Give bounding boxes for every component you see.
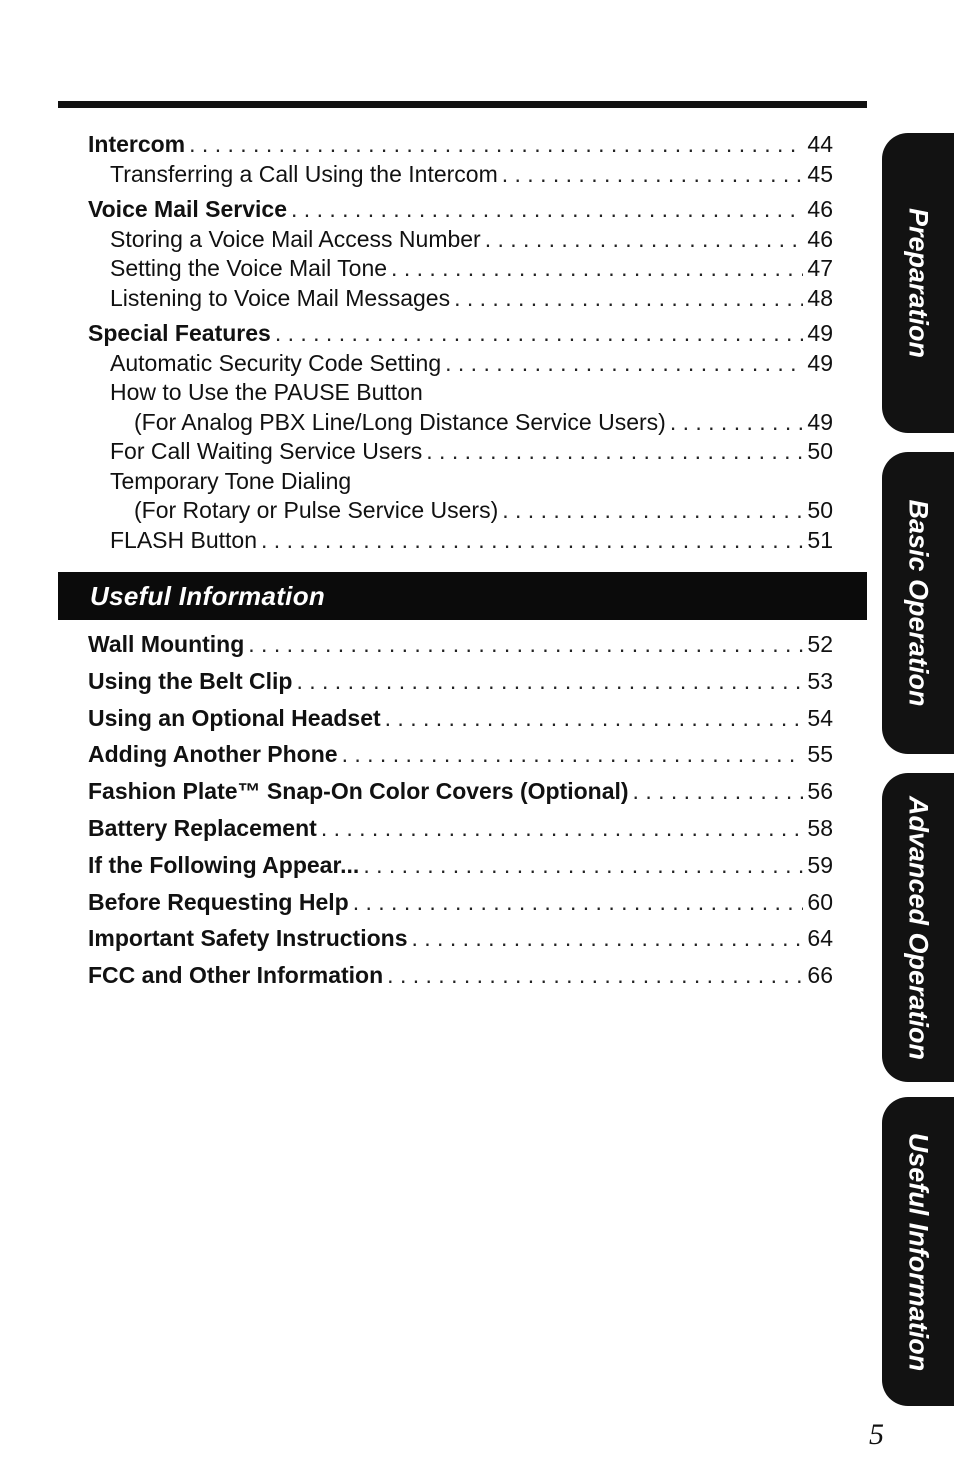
dot-leader	[353, 884, 803, 921]
toc-page: 52	[807, 631, 833, 657]
dot-leader	[426, 437, 803, 467]
toc-entry[interactable]	[88, 195, 833, 225]
dot-leader	[485, 225, 803, 255]
toc-entry[interactable]	[88, 773, 833, 810]
toc-page: 46	[807, 225, 833, 252]
toc-label: Important Safety Instructions	[88, 925, 408, 952]
toc-entry[interactable]	[88, 225, 833, 255]
toc-label: Wall Mounting	[88, 631, 245, 657]
toc-page: 64	[807, 925, 833, 952]
toc-entry[interactable]	[88, 663, 833, 700]
dot-leader	[296, 663, 803, 700]
dot-leader	[633, 773, 803, 810]
toc-label: For Call Waiting Service Users	[110, 438, 423, 464]
dot-leader	[391, 254, 803, 284]
toc-label: Storing a Voice Mail Access Number	[110, 225, 481, 252]
toc-page: 56	[807, 778, 833, 805]
toc-entry[interactable]	[88, 130, 833, 160]
toc-entry[interactable]	[88, 736, 833, 773]
toc-entry[interactable]	[88, 626, 833, 663]
toc-entry[interactable]	[88, 319, 833, 349]
page-number: 5	[869, 1418, 884, 1451]
toc-page: 44	[807, 131, 833, 157]
toc-entry[interactable]	[88, 160, 833, 190]
toc-entry[interactable]	[88, 254, 833, 284]
toc-page: 48	[807, 284, 833, 311]
dot-leader	[385, 700, 803, 737]
toc-label: Battery Replacement	[88, 814, 317, 841]
toc-label: FCC and Other Information	[88, 962, 384, 989]
toc-page: 49	[807, 408, 833, 435]
toc-page: 60	[807, 888, 833, 915]
toc-page: 46	[807, 196, 833, 222]
toc-page: 45	[807, 160, 833, 187]
toc-page: 47	[807, 255, 833, 281]
toc-entry[interactable]	[88, 496, 833, 526]
tab-preparation[interactable]	[882, 133, 954, 433]
toc-entry[interactable]	[88, 408, 833, 438]
section-title: Useful Information	[90, 581, 326, 611]
dot-leader	[342, 736, 803, 773]
toc-label: Using the Belt Clip	[88, 667, 293, 694]
section-header-bar	[58, 572, 867, 620]
toc-entry[interactable]	[88, 700, 833, 737]
toc-label: Temporary Tone Dialing	[110, 467, 352, 494]
toc-label: Using an Optional Headset	[88, 704, 381, 731]
toc-entry[interactable]	[88, 378, 833, 408]
toc-entry[interactable]	[88, 920, 833, 957]
toc-entry[interactable]	[88, 957, 833, 994]
toc-label: (For Rotary or Pulse Service Users)	[134, 497, 499, 523]
toc-entry[interactable]	[88, 467, 833, 497]
toc-lower	[88, 626, 833, 994]
toc-page: 49	[807, 349, 833, 376]
toc-label: Fashion Plate™ Snap-On Color Covers (Optional)	[88, 778, 629, 805]
dot-leader	[291, 195, 803, 225]
dot-leader	[411, 920, 803, 957]
toc-entry[interactable]	[88, 884, 833, 921]
toc-page: 50	[807, 497, 833, 523]
dot-leader	[321, 810, 803, 847]
dot-leader	[363, 847, 803, 884]
toc-entry[interactable]	[88, 810, 833, 847]
dot-leader	[387, 957, 803, 994]
dot-leader	[502, 160, 803, 190]
tab-basic-operation-label: Basic Operation	[903, 499, 934, 707]
toc-label: Transferring a Call Using the Intercom	[110, 160, 498, 187]
tab-useful-information[interactable]	[882, 1097, 954, 1406]
toc-label: (For Analog PBX Line/Long Distance Service Users)	[134, 408, 666, 435]
toc-label: FLASH Button	[110, 526, 258, 553]
toc-upper	[88, 130, 833, 555]
dot-leader	[502, 496, 803, 526]
toc-label: Setting the Voice Mail Tone	[110, 255, 388, 281]
toc-page: 55	[807, 741, 833, 768]
toc-page: 49	[807, 320, 833, 346]
toc-label: Voice Mail Service	[88, 196, 288, 222]
tab-basic-operation[interactable]	[882, 452, 954, 754]
toc-page: 54	[807, 704, 833, 731]
toc-page: 66	[807, 962, 833, 989]
toc-label: Adding Another Phone	[88, 741, 338, 768]
toc-entry[interactable]	[88, 437, 833, 467]
dot-leader	[454, 284, 803, 314]
toc-label: Listening to Voice Mail Messages	[110, 284, 451, 311]
toc-label: Special Features	[88, 320, 271, 346]
toc-label: How to Use the PAUSE Button	[110, 379, 423, 405]
toc-label: Intercom	[88, 131, 186, 157]
tab-advanced-operation[interactable]	[882, 773, 954, 1082]
toc-page: 51	[807, 526, 833, 553]
toc-entry[interactable]	[88, 349, 833, 379]
tab-preparation-label: Preparation	[903, 207, 934, 359]
dot-leader	[670, 408, 803, 438]
toc-label: If the Following Appear...	[88, 851, 360, 878]
toc-page: 50	[807, 438, 833, 464]
toc-page: 59	[807, 851, 833, 878]
dot-leader	[275, 319, 803, 349]
top-rule	[58, 101, 867, 108]
dot-leader	[261, 526, 803, 556]
dot-leader	[445, 349, 803, 379]
toc-entry[interactable]	[88, 526, 833, 556]
toc-entry[interactable]	[88, 284, 833, 314]
toc-label: Automatic Security Code Setting	[110, 349, 442, 376]
toc-page: 58	[807, 814, 833, 841]
toc-label: Before Requesting Help	[88, 888, 349, 915]
tab-useful-information-label: Useful Information	[903, 1132, 934, 1371]
toc-page: 53	[807, 667, 833, 694]
dot-leader	[189, 130, 803, 160]
dot-leader	[248, 626, 803, 663]
tab-advanced-operation-label: Advanced Operation	[903, 795, 934, 1060]
toc-entry[interactable]	[88, 847, 833, 884]
